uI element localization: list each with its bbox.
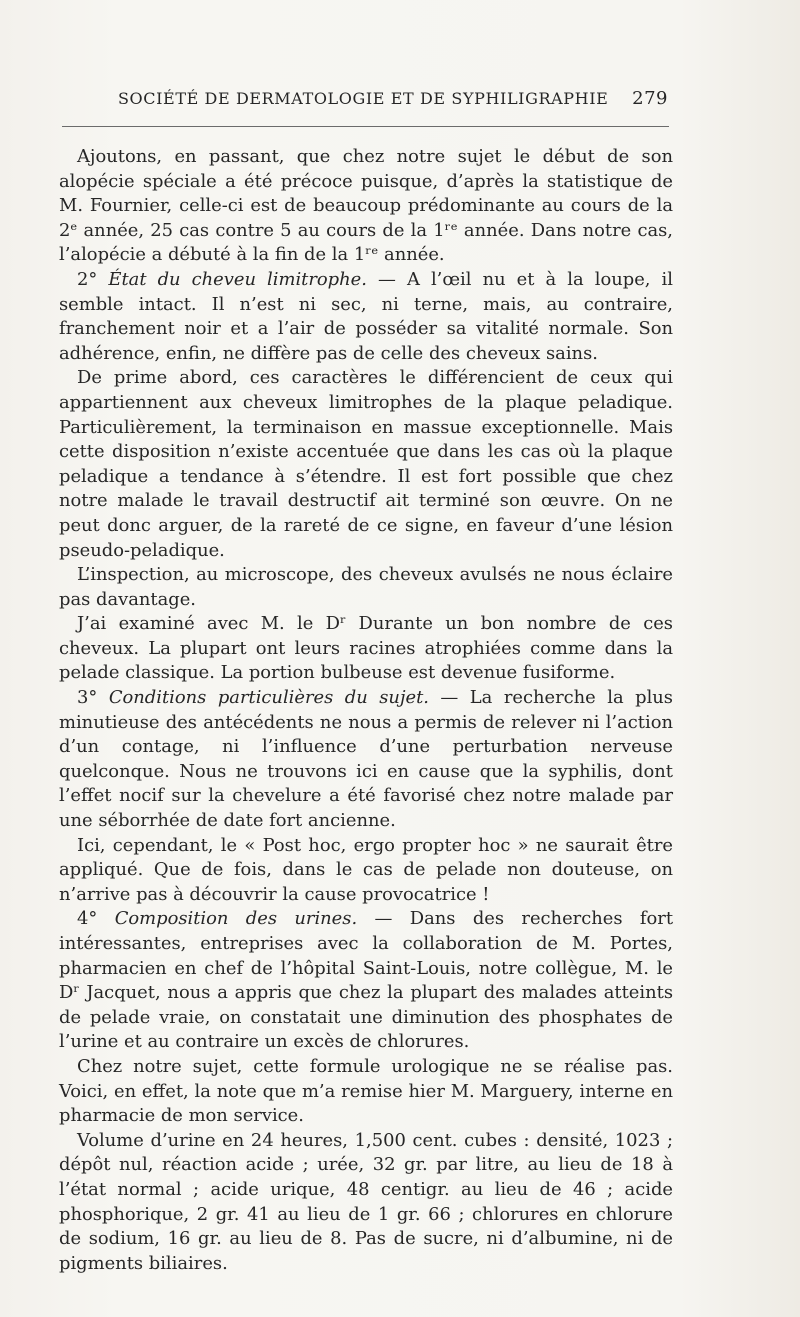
- paragraph-limitrophe-hair: [59, 268, 673, 366]
- body-text: [59, 145, 673, 1276]
- header-rule: [62, 126, 669, 127]
- paragraph-urine-analysis: Volume d’urine en 24 heures, 1,500 cent. cubes : densité, 1023 ; dépôt nul, réaction acide ; urée, 32 gr. par litre, au lieu de 18 à l’état normal ; acide urique, 48 centigr. au lieu de 46 ; acide phosphorique, 2 gr. 41 au lieu de 1 gr. 66 ; chlorures en chlorure de sodium, 16 gr. au lieu de 8. Pas de sucre, ni d’albumine, ni de pigments biliaires.: [59, 1129, 673, 1274]
- section-title: État du cheveu limitrophe.: [108, 268, 367, 290]
- running-header: [118, 88, 668, 109]
- section-number: 3°: [77, 687, 109, 709]
- paragraph-text: — A l’œil nu et à la loupe, il semble intact. Il n’est ni sec, ni terne, mais, au contraire, franchement noir et a l’air de posséder sa vitalité normale. Son adhérence, enfin, ne diffère pas de celle des cheveux sains.: [59, 268, 673, 364]
- paragraph-alopecia-onset: Ajoutons, en passant, que chez notre sujet le début de son alopécie spéciale a été précoce puisque, d’après la statistique de M. Fournier, celle-ci est de beaucoup prédominante au cours de la 2ᵉ année, 25 cas contre 5 au cours de la 1ʳᵉ année. Dans notre cas, l’alopécie a débuté à la fin de la 1ʳᵉ année.: [59, 146, 673, 266]
- paragraph-microscope-inspection: L’inspection, au microscope, des cheveux avulsés ne nous éclaire pas davantage.: [59, 564, 673, 610]
- paragraph-urine-composition: [59, 907, 673, 1055]
- section-number: 4°: [77, 908, 115, 930]
- paragraph-post-hoc: Ici, cependant, le « Post hoc, ergo propter hoc » ne saurait être appliqué. Que de fois, dans le cas de pelade non douteuse, on n’arrive pas à découvrir la cause provocatrice !: [59, 834, 673, 905]
- paragraph-first-glance: De prime abord, ces caractères le différencient de ceux qui appartiennent aux cheveux limitrophes de la plaque peladique. Particulièrement, la terminaison en massue exceptionnelle. Mais cette disposition n’existe accentuée que dans les cas où la plaque peladique a tendance à s’étendre. Il est fort possible que chez notre malade le travail destructif ait terminé son œuvre. On ne peut donc arguer, de la rareté de ce signe, en faveur d’une lésion pseudo-peladique.: [59, 367, 673, 561]
- paragraph-subject-conditions: [59, 686, 673, 834]
- section-title: Conditions particulières du sujet.: [108, 687, 429, 709]
- paragraph-durante-examination: J’ai examiné avec M. le Dʳ Durante un bon nombre de ces cheveux. La plupart ont leurs racines atrophiées comme dans la pelade classique. La portion bulbeuse est devenue fusiforme.: [59, 613, 673, 684]
- section-number: 2°: [77, 268, 109, 290]
- paragraph-text: — Dans des recherches fort intéressantes, entreprises avec la collaboration de M. Portes, pharmacien en chef de l’hôpital Saint-Louis, notre collègue, M. le Dʳ Jacquet, nous a appris que chez la plupart des malades atteints de pelade vraie, on constatait une diminution des phosphates de l’urine et au contraire un excès de chlorures.: [59, 908, 674, 1053]
- section-title: Composition des urines.: [114, 908, 358, 930]
- running-title: SOCIÉTÉ DE DERMATOLOGIE ET DE SYPHILIGRAPHIE: [118, 89, 609, 108]
- paragraph-urological-formula: Chez notre sujet, cette formule urologique ne se réalise pas. Voici, en effet, la note que m’a remise hier M. Marguery, interne en pharmacie de mon service.: [59, 1055, 673, 1127]
- paragraph-text: — La recherche la plus minutieuse des antécédents ne nous a permis de relever ni l’action d’un contage, ni l’influence d’une perturbation nerveuse quelconque. Nous ne trouvons ici en cause que la syphilis, dont l’effet nocif sur la chevelure a été favorisé chez notre malade par une séborrhée de date fort ancienne.: [59, 687, 673, 832]
- page-number: 279: [632, 88, 668, 109]
